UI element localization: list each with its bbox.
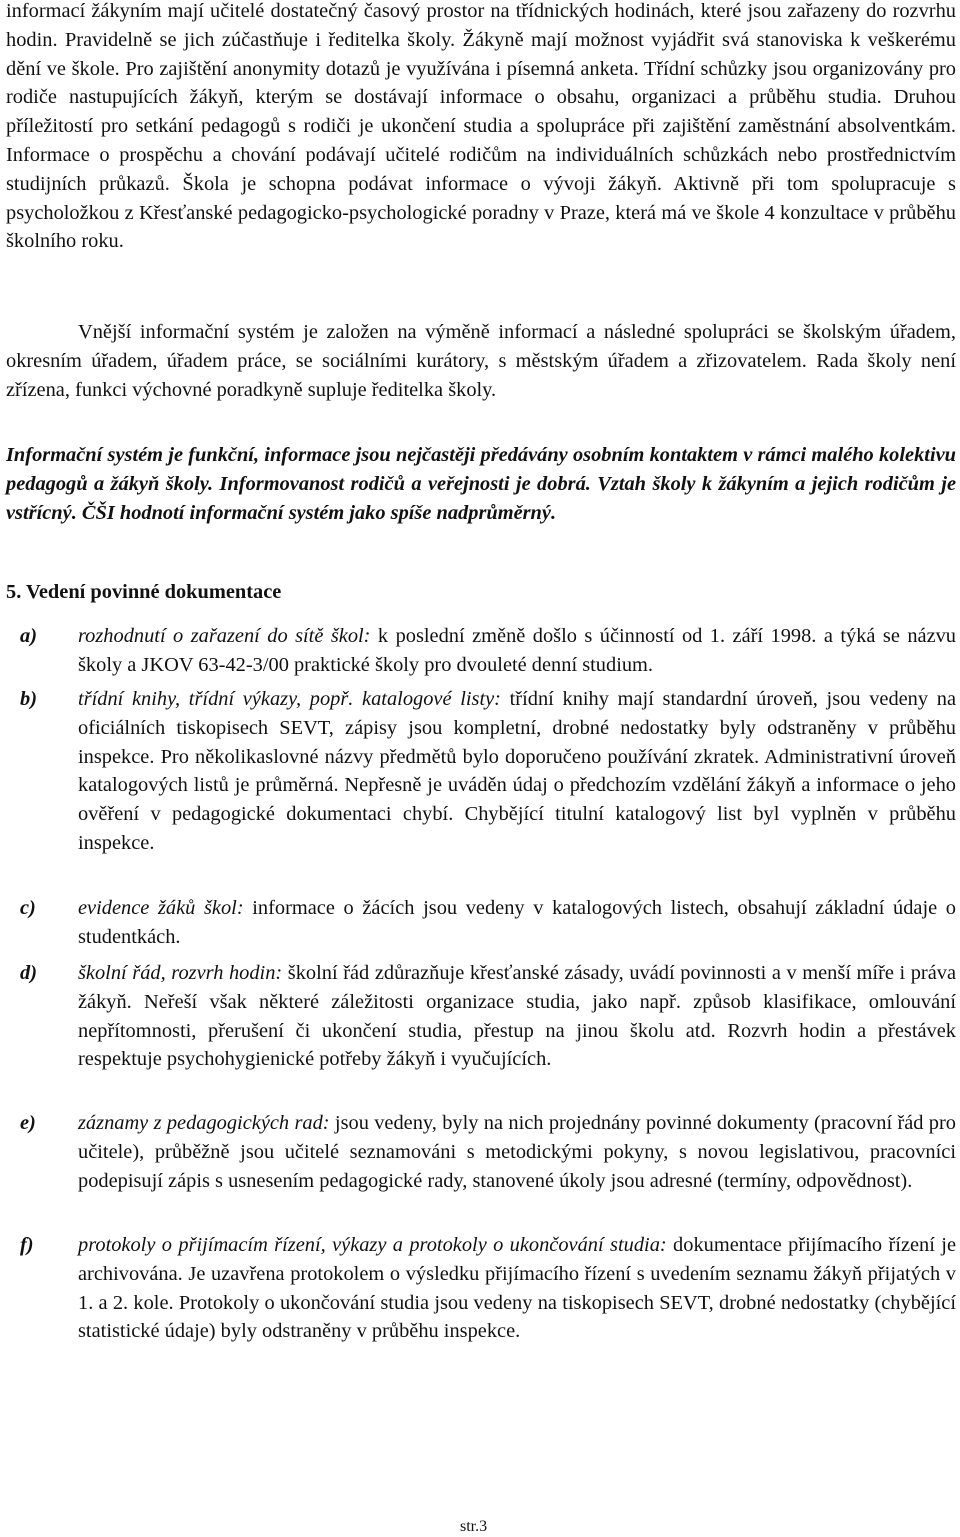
item-text: jsou vedeny, byly na nich projednány povinné dokumenty (pracovní řád pro učitele), průběžně jsou učitelé seznamováni s metodickými pokyny, s novou legislativou, pracovníci podepisují zápis s usnesením pedagogické rady, stanovené úkoly jsou adresné (termíny, odpovědnost).: [78, 1112, 956, 1192]
item-title: záznamy z pedagogických rad:: [78, 1112, 330, 1134]
item-text: k poslední změně došlo s účinností od 1. září 1998. a týká se názvu školy a JKOV 63-42-3/00 praktické školy pro dvouleté denní studium.: [78, 625, 957, 676]
item-letter: c): [20, 897, 36, 919]
item-letter: a): [20, 625, 37, 647]
item-body: [78, 1109, 956, 1195]
item-body: [78, 959, 956, 1074]
item-body: [78, 894, 956, 952]
item-title: protokoly o přijímacím řízení, výkazy a protokoly o ukončování studia:: [78, 1234, 667, 1256]
item-title: evidence žáků škol:: [78, 897, 244, 919]
section-heading: 5. Vedení povinné dokumentace: [6, 581, 282, 603]
paragraph-evaluation-summary: Informační systém je funkční, informace jsou nejčastěji předávány osobním kontaktem v rámci malého kolektivu pedagogů a žákyň školy. Informovanost rodičů a veřejnosti je dobrá. Vztah školy k žákyním a jejich rodičům je vstřícný. ČŠI hodnotí informační systém jako spíše nadprůměrný.: [6, 444, 956, 524]
item-text: informace o žácích jsou vedeny v katalogových listech, obsahují základní údaje o studentkách.: [78, 897, 956, 948]
item-title: třídní knihy, třídní výkazy, popř. katalogové listy:: [78, 688, 501, 710]
item-body: [78, 1231, 956, 1346]
item-title: školní řád, rozvrh hodin:: [78, 962, 283, 984]
paragraph-information-students: informací žákyním mají učitelé dostatečný časový prostor na třídnických hodinách, které jsou zařazeny do rozvrhu hodin. Pravidelně se jich zúčastňuje i ředitelka školy. Žákyně mají možnost vyjádřit svá stanoviska k veškerému dění ve škole. Pro zajištění anonymity dotazů je využívána i písemná anketa. Třídní schůzky jsou organizovány pro rodiče nastupujících žákyň, kterým se dostávají informace o obsahu, organizaci a průběhu studia. Druhou příležitostí pro setkání pedagogů s rodiči je ukončení studia a spolupráce při zajištění zaměstnání absolventkám. Informace o prospěchu a chování podávají učitelé rodičům na individuálních schůzkách nebo prostřednictvím studijních průkazů. Škola je schopna podávat informace o vývoji žákyň. Aktivně při tom spolupracuje s psycholožkou z Křesťanské pedagogicko-psychologické poradny v Praze, která má ve škole 4 konzultace v průběhu školního roku.: [6, 0, 956, 253]
item-text: školní řád zdůrazňuje křesťanské zásady, uvádí povinnosti a v menší míře i práva žákyň. Neřeší však některé záležitosti organizace studia, jako např. způsob klasifikace, omlouvání nepřítomnosti, přerušení či ukončení studia, přestup na jinou školu atd. Rozvrh hodin a přestávek respektuje psychohygienické potřeby žákyň i vyučujících.: [78, 962, 957, 1071]
paragraph-external-information: Vnější informační systém je založen na výměně informací a následné spolupráci se školským úřadem, okresním úřadem, úřadem práce, se sociálními kurátory, s městským úřadem a zřizovatelem. Rada školy není zřízena, funkci výchovné poradkyně supluje ředitelka školy.: [6, 321, 956, 401]
item-letter: f): [20, 1234, 34, 1256]
item-body: [78, 685, 956, 858]
item-body: [78, 622, 956, 680]
item-letter: d): [20, 962, 37, 984]
page-number: str.3: [460, 1518, 488, 1535]
item-text: třídní knihy mají standardní úroveň, jsou vedeny na oficiálních tiskopisech SEVT, zápisy jsou kompletní, drobné nedostatky byly odstraněny v průběhu inspekce. Pro několikaslovné názvy předmětů bylo doporučeno používání zkratek. Administrativní úroveň katalogových listů je průměrná. Nepřesně je uváděn údaj o předchozím vzdělání žákyň a informace o jeho ověření v pedagogické dokumentaci chybí. Chybějící titulní katalogový list byl vyplněn v průběhu inspekce.: [78, 688, 956, 854]
item-letter: e): [20, 1112, 36, 1134]
item-text: dokumentace přijímacího řízení je archivována. Je uzavřena protokolem o výsledku přijímacího řízení s uvedením seznamu žákyň přijatých v 1. a 2. kole. Protokoly o ukončování studia jsou vedeny na tiskopisech SEVT, drobné nedostatky (chybějící statistické údaje) byly odstraněny v průběhu inspekce.: [78, 1234, 956, 1343]
item-letter: b): [20, 688, 37, 710]
item-title: rozhodnutí o zařazení do sítě škol:: [78, 625, 371, 647]
